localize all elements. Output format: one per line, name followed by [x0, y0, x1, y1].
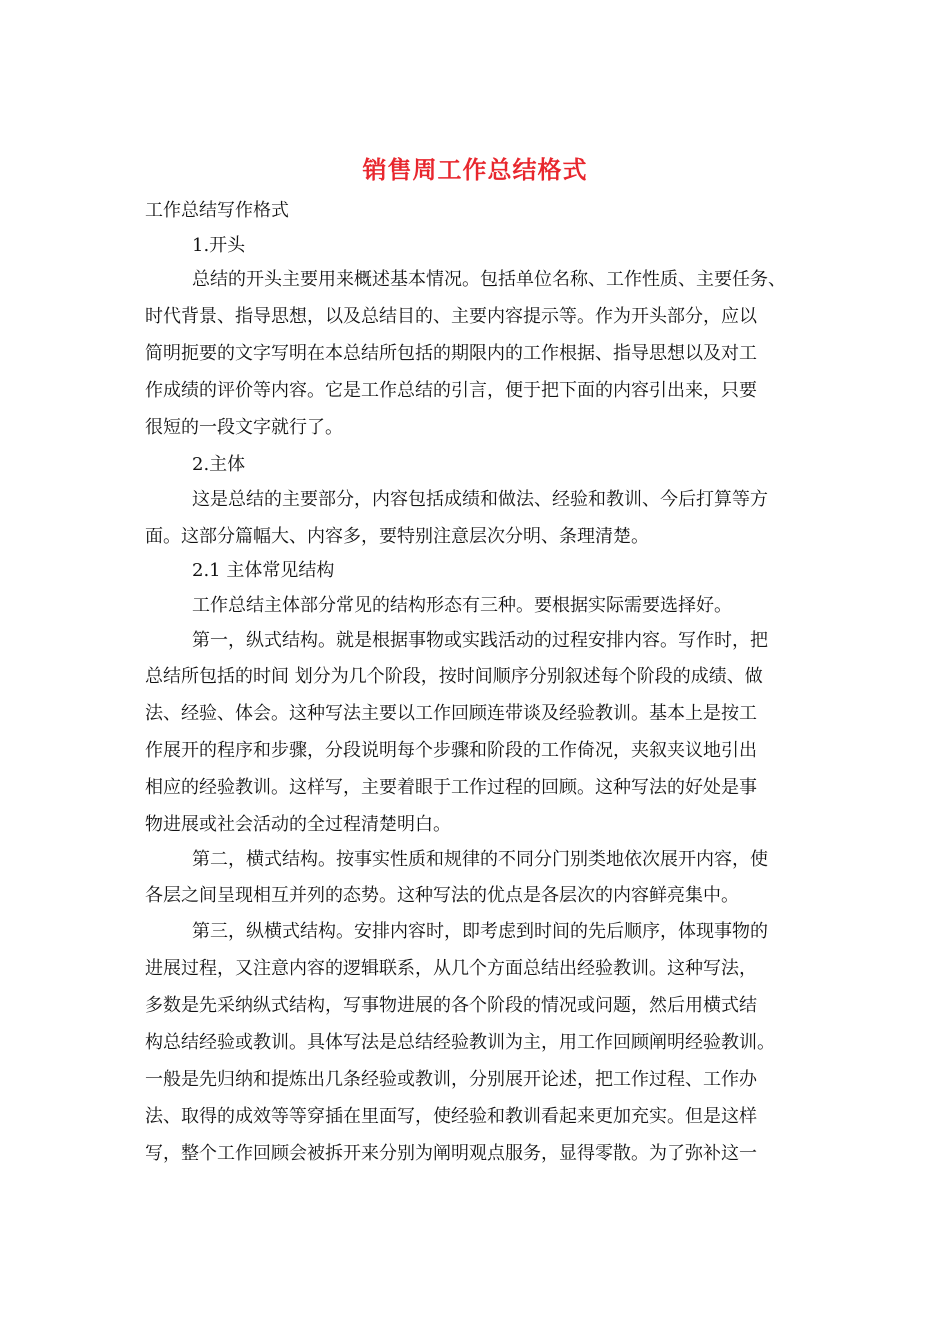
paragraph-line: 构总结经验或教训。具体写法是总结经验教训为主，用工作回顾阐明经验教训。 — [145, 1032, 775, 1053]
paragraph-line: 法、经验、体会。这种写法主要以工作回顾连带谈及经验教训。基本上是按工 — [145, 703, 757, 724]
paragraph-line: 作成绩的评价等内容。它是工作总结的引言，便于把下面的内容引出来，只要 — [145, 380, 757, 401]
section-heading: 工作总结写作格式 — [145, 200, 289, 221]
paragraph-line: 总结的开头主要用来概述基本情况。包括单位名称、工作性质、主要任务、 — [192, 269, 786, 290]
paragraph-line: 多数是先采纳纵式结构，写事物进展的各个阶段的情况或问题，然后用横式结 — [145, 995, 757, 1016]
paragraph-line: 相应的经验教训。这样写，主要着眼于工作过程的回顾。这种写法的好处是事 — [145, 777, 757, 798]
paragraph-line: 面。这部分篇幅大、内容多，要特别注意层次分明、条理清楚。 — [145, 526, 649, 547]
paragraph-line: 作展开的程序和步骤，分段说明每个步骤和阶段的工作倚况，夹叙夹议地引出 — [145, 740, 757, 761]
paragraph-line: 写，整个工作回顾会被拆开来分别为阐明观点服务，显得零散。为了弥补这一 — [145, 1143, 757, 1164]
document-title: 销售周工作总结格式 — [362, 155, 588, 184]
subheading-body: 2.主体 — [192, 454, 246, 475]
paragraph-line: 一般是先归纳和提炼出几条经验或教训，分别展开论述，把工作过程、工作办 — [145, 1069, 757, 1090]
paragraph-line: 总结所包括的时间 划分为几个阶段，按时间顺序分别叙述每个阶段的成绩、做 — [145, 666, 763, 687]
paragraph-line: 工作总结主体部分常见的结构形态有三种。要根据实际需要选择好。 — [192, 595, 732, 616]
paragraph-line: 进展过程，又注意内容的逻辑联系，从几个方面总结出经验教训。这种写法， — [145, 958, 757, 979]
paragraph-line: 这是总结的主要部分，内容包括成绩和做法、经验和教训、今后打算等方 — [192, 489, 768, 510]
paragraph-line: 简明扼要的文字写明在本总结所包括的期限内的工作根据、指导思想以及对工 — [145, 343, 757, 364]
paragraph-line: 物进展或社会活动的全过程清楚明白。 — [145, 814, 451, 835]
paragraph-line: 法、取得的成效等等穿插在里面写，使经验和教训看起来更加充实。但是这样 — [145, 1106, 757, 1127]
paragraph-line: 第二，横式结构。按事实性质和规律的不同分门别类地依次展开内容，使 — [192, 849, 768, 870]
subheading-opening: 1.开头 — [192, 235, 246, 256]
paragraph-line: 各层之间呈现相互并列的态势。这种写法的优点是各层次的内容鲜亮集中。 — [145, 885, 739, 906]
paragraph-line: 第一，纵式结构。就是根据事物或实践活动的过程安排内容。写作时，把 — [192, 630, 768, 651]
paragraph-line: 很短的一段文字就行了。 — [145, 417, 343, 438]
paragraph-line: 时代背景、指导思想，以及总结目的、主要内容提示等。作为开头部分，应以 — [145, 306, 757, 327]
paragraph-line: 第三，纵横式结构。安排内容时，即考虑到时间的先后顺序，体现事物的 — [192, 921, 768, 942]
subheading-structure: 2.1 主体常见结构 — [192, 560, 335, 581]
